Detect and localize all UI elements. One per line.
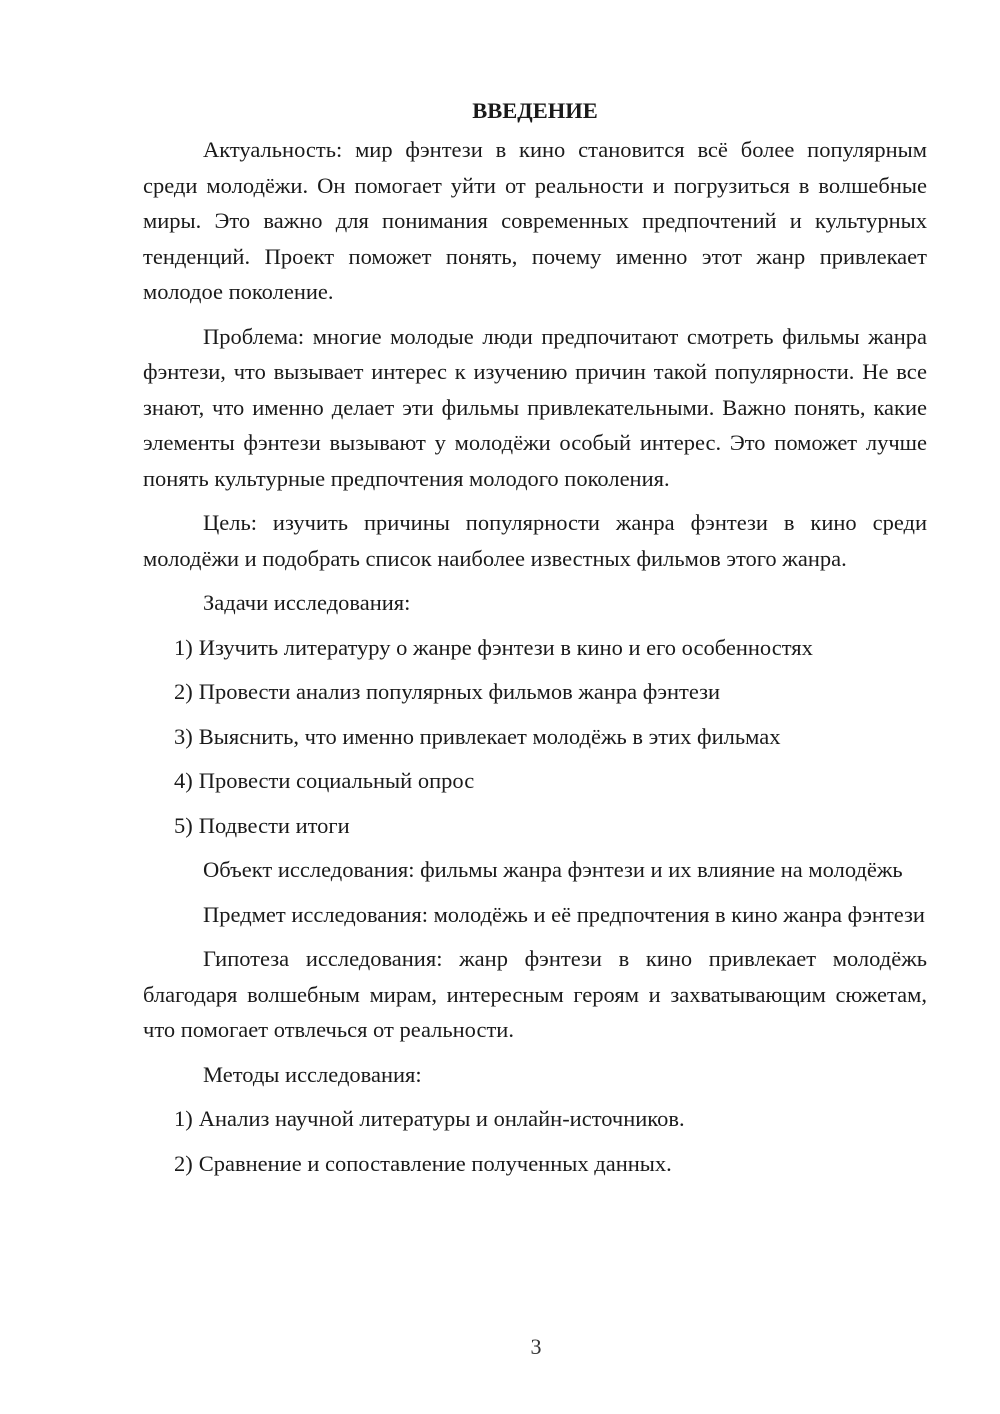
list-item-text: Анализ научной литературы и онлайн-источников. <box>198 1106 685 1131</box>
list-item-text: Подвести итоги <box>198 812 350 838</box>
list-item <box>143 763 927 799</box>
list-item <box>143 1146 927 1182</box>
relevance-paragraph: Актуальность: мир фэнтези в кино становится всё более популярным среди молодёжи. Он помогает уйти от реальности и погрузиться в волшебные миры. Это важно для понимания современных предпочтений и культурных тенденций. Проект поможет понять, почему именно этот жанр привлекает молодое поколение. <box>143 137 927 304</box>
subject-paragraph: Предмет исследования: молодёжь и её предпочтения в кино жанра фэнтези <box>203 901 925 927</box>
page-number: 3 <box>530 1334 542 1359</box>
list-item-number: 3) <box>174 723 193 749</box>
methods-list <box>143 1101 927 1181</box>
list-item-number: 2) <box>174 679 193 704</box>
tasks-list <box>143 630 927 844</box>
list-item <box>143 808 927 844</box>
list-item-text: Выяснить, что именно привлекает молодёжь в этих фильмах <box>198 723 781 749</box>
problem-paragraph: Проблема: многие молодые люди предпочитают смотреть фильмы жанра фэнтези, что вызывает интерес к изучению причин такой популярности. Не все знают, что именно делает эти фильмы привлекательными. Важно понять, какие элементы фэнтези вызывают у молодёжи особый интерес. Это поможет лучше понять культурные предпочтения молодого поколения. <box>143 323 927 491</box>
list-item-text: Изучить литературу о жанре фэнтези в кино и его особенностях <box>198 634 813 660</box>
methods-label: Методы исследования: <box>203 1061 422 1087</box>
section-heading: ВВЕДЕНИЕ <box>472 98 598 123</box>
list-item <box>143 1101 927 1137</box>
hypothesis-paragraph: Гипотеза исследования: жанр фэнтези в кино привлекает молодёжь благодаря волшебным мирам, интересным героям и захватывающим сюжетам, что помогает отвлечься от реальности. <box>143 946 927 1042</box>
list-item-text: Сравнение и сопоставление полученных данных. <box>198 1150 672 1176</box>
page-content <box>143 96 927 1190</box>
object-paragraph: Объект исследования: фильмы жанра фэнтези и их влияние на молодёжь <box>203 857 903 882</box>
list-item-number: 5) <box>174 812 193 838</box>
goal-paragraph: Цель: изучить причины популярности жанра фэнтези в кино среди молодёжи и подобрать список наиболее известных фильмов этого жанра. <box>143 510 927 571</box>
list-item <box>143 630 927 666</box>
list-item-text: Провести анализ популярных фильмов жанра фэнтези <box>198 679 721 704</box>
list-item-number: 2) <box>174 1150 193 1176</box>
list-item-number: 1) <box>174 634 193 660</box>
list-item-text: Провести социальный опрос <box>198 768 475 793</box>
list-item <box>143 674 927 710</box>
list-item <box>143 719 927 755</box>
list-item-number: 1) <box>174 1106 193 1131</box>
list-item-number: 4) <box>174 768 193 793</box>
tasks-label: Задачи исследования: <box>203 590 411 615</box>
